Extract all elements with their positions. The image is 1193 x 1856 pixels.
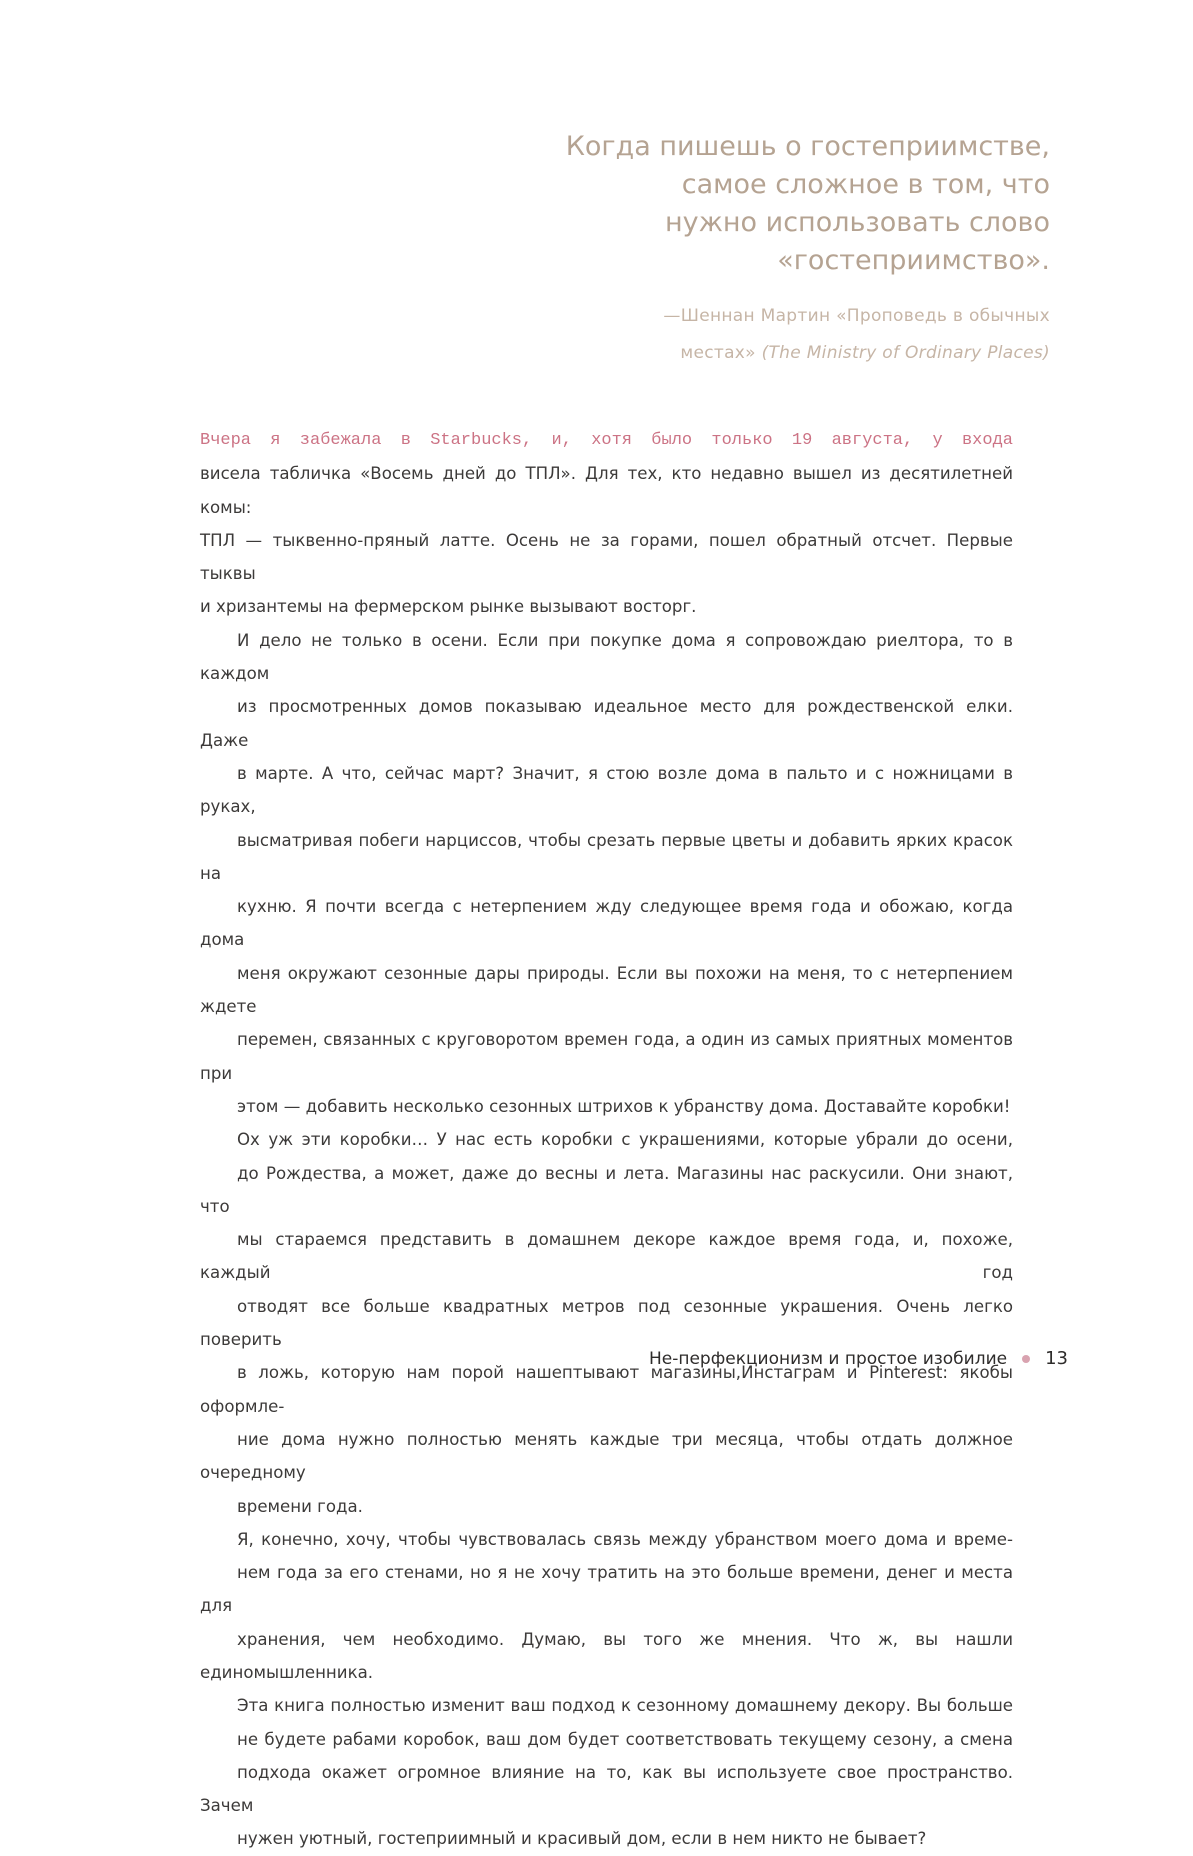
text-line: меня окружают сезонные дары природы. Если вы похожи на меня, то с нетерпением ждете	[200, 963, 1013, 1017]
lead-in: Вчера я забежала в Starbucks, и, хотя было только 19 августа, у входа	[200, 431, 1013, 450]
text-line: перемен, связанных с круговоротом времен года, а один из самых приятных моментов при	[200, 1030, 1013, 1083]
paragraph-5	[200, 1689, 1013, 1855]
running-footer	[649, 1347, 1068, 1371]
attribution-title-ru: местах»	[680, 343, 762, 363]
text-line: и хризантемы на фермерском рынке вызывают восторг.	[200, 597, 697, 617]
paragraph-3	[200, 1123, 1013, 1523]
text-line: высматривая побеги нарциссов, чтобы срезать первые цветы и добавить ярких красок на	[200, 830, 1013, 883]
epigraph	[490, 128, 1050, 372]
text-line: в ложь, которую нам порой нашептывают магазины,Инстаграм и Pinterest: якобы оформле-	[200, 1363, 1013, 1416]
attribution-author-line: —Шеннан Мартин «Проповедь в обычных	[663, 306, 1050, 326]
epigraph-quote-line: Когда пишешь о гостеприимстве,	[565, 131, 1050, 162]
text-line: не будете рабами коробок, ваш дом будет соответствовать текущему сезону, а смена	[237, 1729, 1013, 1749]
paragraph-1	[200, 424, 1013, 624]
text-line: Ох уж эти коробки… У нас есть коробки с украшениями, которые убрали до осени,	[237, 1130, 1013, 1150]
epigraph-quote-line: нужно использовать слово	[664, 207, 1050, 238]
text-line: нужен уютный, гостеприимный и красивый дом, если в нем никто не бывает?	[237, 1829, 927, 1849]
paragraph-4	[200, 1523, 1013, 1689]
text-line: в марте. А что, сейчас март? Значит, я стою возле дома в пальто и с ножницами в руках,	[200, 763, 1013, 817]
epigraph-attribution	[490, 298, 1050, 372]
text-line: Я, конечно, хочу, чтобы чувствовалась связь между убранством моего дома и време-	[237, 1529, 1013, 1549]
attribution-title-line	[490, 335, 1050, 372]
paragraph-2	[200, 624, 1013, 1123]
footer-section-title: Не-перфекционизм и простое изобилие	[648, 1349, 1008, 1369]
page-number: 13	[1045, 1348, 1068, 1369]
text-line: нем года за его стенами, но я не хочу тратить на это больше времени, денег и места для	[200, 1563, 1013, 1616]
text-line: этом — добавить несколько сезонных штрихов к убранству дома. Доставайте коробки!	[237, 1096, 1011, 1116]
text-line: И дело не только в осени. Если при покупке дома я сопровождаю риелтора, то в каждом	[200, 630, 1013, 684]
text-line: кухню. Я почти всегда с нетерпением жду следующее время года и обожаю, когда дома	[200, 897, 1013, 950]
attribution-title-en: (The Ministry of Ordinary Places)	[761, 343, 1050, 363]
text-line: из просмотренных домов показываю идеальное место для рождественской елки. Даже	[200, 697, 1013, 750]
text-line: подхода окажет огромное влияние на то, как вы используете свое пространство. Зачем	[200, 1762, 1013, 1816]
text-line: времени года.	[237, 1496, 363, 1516]
text-line: Эта книга полностью изменит ваш подход к сезонному домашнему декору. Вы больше	[237, 1696, 1013, 1716]
epigraph-quote	[490, 128, 1050, 280]
bullet-dot-icon	[1022, 1355, 1030, 1363]
text-line: мы стараемся представить в домашнем декоре каждое время года, и, похоже, каждый год	[200, 1230, 1013, 1283]
text-line: отводят все больше квадратных метров под сезонные украшения. Очень легко поверить	[200, 1296, 1013, 1350]
epigraph-quote-line: самое сложное в том, что	[681, 169, 1050, 200]
text-line: хранения, чем необходимо. Думаю, вы того же мнения. Что ж, вы нашли единомышленника.	[200, 1629, 1013, 1682]
text-line: до Рождества, а может, даже до весны и лета. Магазины нас раскусили. Они знают, что	[200, 1163, 1013, 1216]
text-line: ние дома нужно полностью менять каждые три месяца, чтобы отдать должное очередному	[200, 1429, 1013, 1483]
text-line: ТПЛ — тыквенно-пряный латте. Осень не за горами, пошел обратный отсчет. Первые тыквы	[200, 530, 1013, 584]
text-line: висела табличка «Восемь дней до ТПЛ». Для тех, кто недавно вышел из десятилетней комы:	[200, 464, 1013, 517]
body-text	[200, 424, 1013, 1856]
epigraph-quote-line: «гостеприимство».	[777, 245, 1050, 276]
